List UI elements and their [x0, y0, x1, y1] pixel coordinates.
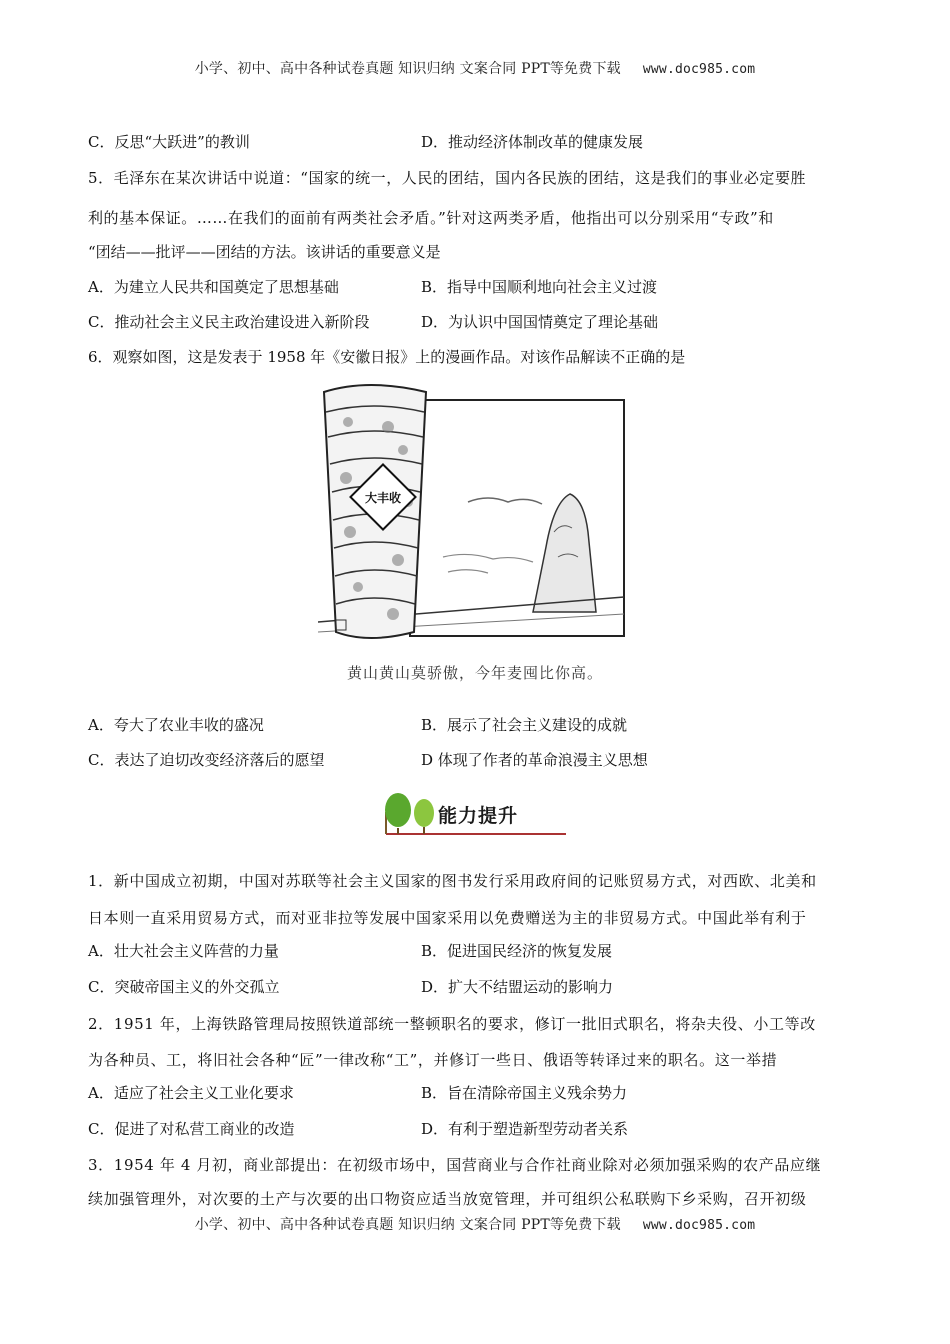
q5-stem-line3: “团结——批评——团结的方法。该讲话的重要意义是	[88, 243, 441, 261]
q5-stem-line2: 利的基本保证。……在我们的面前有两类社会矛盾。”针对这两类矛盾，他指出可以分别采用“专政”和	[88, 209, 774, 227]
q6-option-d: D 体现了作者的革命浪漫主义思想	[421, 751, 648, 769]
p2-stem-line1: 2．1951 年，上海铁路管理局按照铁道部统一整顿职名的要求，修订一批旧式职名，将杂夫役、小工等改	[88, 1015, 816, 1033]
p1-option-a: A．壮大社会主义阵营的力量	[88, 942, 279, 960]
p1-stem-line2: 日本则一直采用贸易方式，而对亚非拉等发展中国家采用以免费赠送为主的非贸易方式。中国此举有利于	[88, 909, 807, 927]
p2-option-d: D．有利于塑造新型劳动者关系	[421, 1120, 629, 1138]
q4-option-d: D．推动经济体制改革的健康发展	[421, 133, 644, 151]
p3-stem-line1: 3．1954 年 4 月初，商业部提出：在初级市场中，国营商业与合作社商业除对必须加强采购的农产品应继	[88, 1156, 822, 1174]
p2-option-c: C．促进了对私营工商业的改造	[88, 1120, 295, 1138]
page-header	[0, 58, 950, 78]
footer-text: 小学、初中、高中各种试卷真题 知识归纳 文案合同 PPT等免费下载	[194, 1217, 621, 1233]
cartoon-sign-text: 大丰收	[364, 491, 402, 505]
q6-option-b: B．展示了社会主义建设的成就	[421, 716, 628, 734]
q5-option-c: C．推动社会主义民主政治建设进入新阶段	[88, 313, 370, 331]
q6-stem: 6．观察如图，这是发表于 1958 年《安徽日报》上的漫画作品。对该作品解读不正确的是	[88, 348, 686, 366]
footer-url[interactable]: www.doc985.com	[642, 1218, 756, 1233]
q5-option-d: D．为认识中国国情奠定了理论基础	[421, 313, 659, 331]
p3-stem-line2: 续加强管理外，对次要的土产与次要的出口物资应适当放宽管理，并可组织公私联购下乡采购，召开初级	[88, 1190, 807, 1208]
page-footer	[0, 1214, 950, 1234]
cartoon-caption: 黄山黄山莫骄傲，今年麦囤比你高。	[346, 664, 603, 682]
header-text: 小学、初中、高中各种试卷真题 知识归纳 文案合同 PPT等免费下载	[194, 61, 621, 77]
cartoon-illustration	[318, 382, 631, 640]
q6-option-c: C．表达了迫切改变经济落后的愿望	[88, 751, 325, 769]
q4-option-c: C．反思“大跃进”的教训	[88, 133, 250, 151]
p2-stem-line2: 为各种员、工，将旧社会各种“匠”一律改称“工”，并修订一些日、俄语等转译过来的职名。这一举措	[88, 1051, 778, 1069]
q6-option-a: A．夸大了农业丰收的盛况	[88, 716, 264, 734]
p1-option-d: D．扩大不结盟运动的影响力	[421, 978, 614, 996]
tree-icon	[385, 793, 434, 834]
q5-stem-line1: 5．毛泽东在某次讲话中说道：“国家的统一，人民的团结，国内各民族的团结，这是我们的事业必定要胜	[88, 169, 807, 187]
p1-stem-line1: 1．新中国成立初期，中国对苏联等社会主义国家的图书发行采用政府间的记账贸易方式，对西欧、北美和	[88, 872, 817, 890]
q5-option-a: A．为建立人民共和国奠定了思想基础	[88, 278, 339, 296]
section-title: 能力提升	[438, 805, 519, 827]
header-url[interactable]: www.doc985.com	[642, 62, 756, 77]
p2-option-a: A．适应了社会主义工业化要求	[88, 1084, 294, 1102]
p1-option-b: B．促进国民经济的恢复发展	[421, 942, 613, 960]
q5-option-b: B．指导中国顺利地向社会主义过渡	[421, 278, 658, 296]
p2-option-b: B．旨在清除帝国主义残余势力	[421, 1084, 628, 1102]
p1-option-c: C．突破帝国主义的外交孤立	[88, 978, 280, 996]
